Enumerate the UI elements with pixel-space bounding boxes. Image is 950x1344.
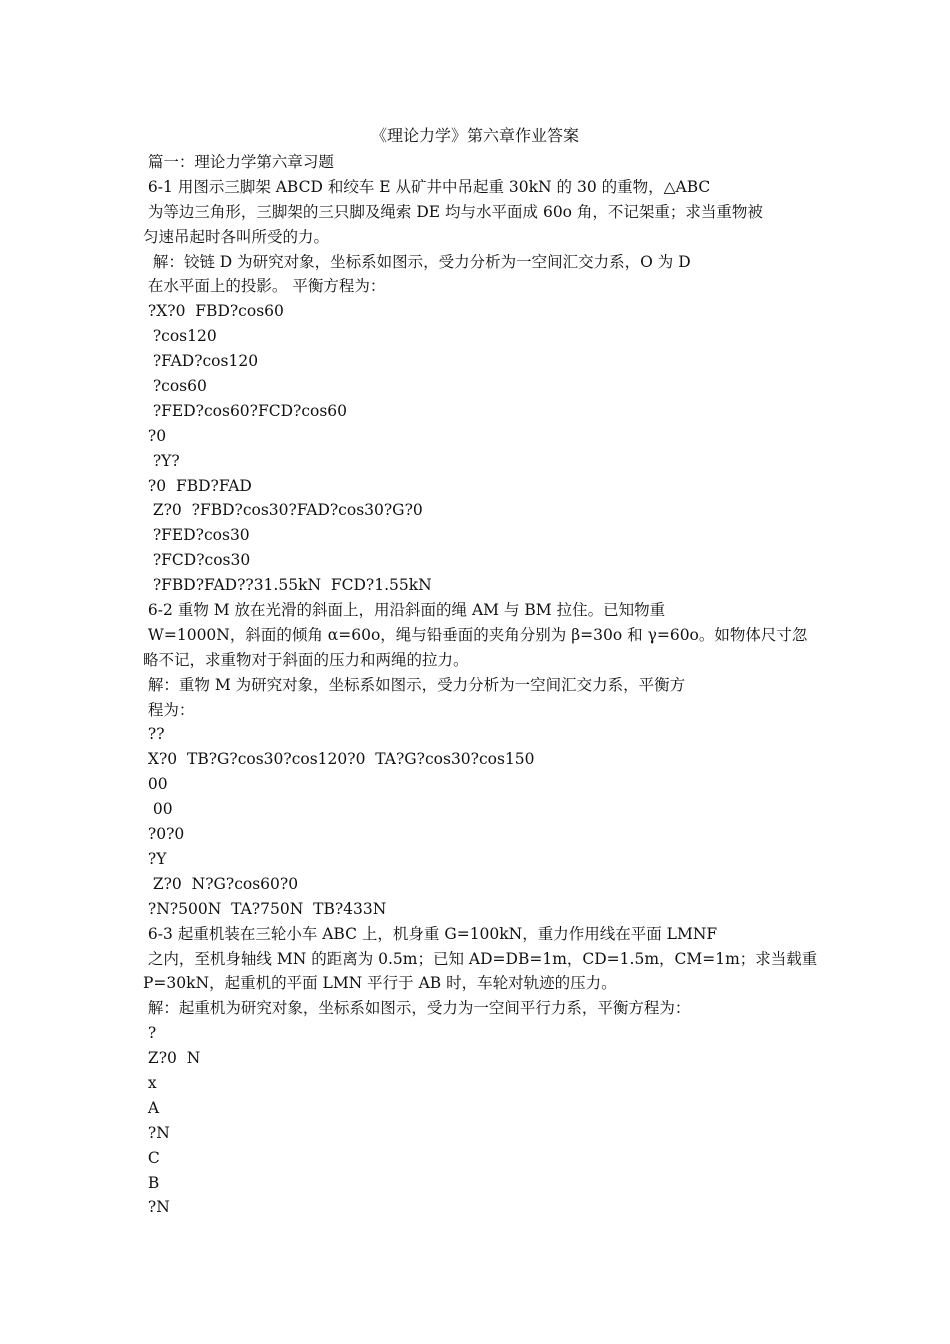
body-line: ?X?0 FBD?cos60 [143,302,284,321]
body-line: ?N?500N TA?750N TB?433N [143,899,387,918]
body-line: 解：铰链 D 为研究对象，坐标系如图示，受力分析为一空间汇交力系，O 为 D [143,252,691,271]
body-line: ?N [143,1123,170,1142]
body-line: ?FED?cos60?FCD?cos60 [143,401,348,420]
body-line: 6-3 起重机装在三轮小车 ABC 上，机身重 G=100kN，重力作用线在平面 LMNF [143,924,718,943]
body-line: 00 [143,800,173,819]
body-line: X?0 TB?G?cos30?cos120?0 TA?G?cos30?cos150 [143,750,535,769]
body-line: Z?0 N [143,1049,201,1068]
body-line: Z?0 ?FBD?cos30?FAD?cos30?G?0 [143,501,423,520]
body-line: ?FED?cos30 [143,526,250,545]
body-line: ?FAD?cos120 [143,352,259,371]
body-line: C [143,1148,160,1167]
body-line: x [143,1073,157,1092]
body-line: 解：起重机为研究对象，坐标系如图示，受力为一空间平行力系，平衡方程为： [143,999,691,1018]
body-line: 为等边三角形，三脚架的三只脚及绳索 DE 均与水平面成 60o 角，不记架重；求当重物被 [143,202,763,221]
body-line: B [143,1173,160,1192]
body-line: ?? [143,725,165,744]
body-line: 6-2 重物 M 放在光滑的斜面上，用沿斜面的绳 AM 与 BM 拉住。已知物重 [143,601,666,620]
body-line: 匀速吊起时各叫所受的力。 [143,227,330,246]
document-title: 《理论力学》第六章作业答案 [370,126,579,145]
body-line: ?0 FBD?FAD [143,476,252,495]
body-line: ?0 [143,426,167,445]
body-line: ?FBD?FAD??31.55kN FCD?1.55kN [143,576,432,595]
body-line: 在水平面上的投影。 平衡方程为： [143,277,386,296]
body-line: 篇一：理论力学第六章习题 [143,153,334,171]
body-line: A [143,1098,160,1117]
body-line: P=30kN，起重机的平面 LMN 平行于 AB 时，车轮对轨迹的压力。 [143,974,617,993]
body-line: ? [143,1024,157,1043]
body-line: 之内，至机身轴线 MN 的距离为 0.5m；已知 AD=DB=1m，CD=1.5m，CM=1m；求当载重 [143,949,818,968]
body-line: 00 [143,775,168,794]
body-line: ?FCD?cos30 [143,551,251,570]
body-line: 略不记，求重物对于斜面的压力和两绳的拉力。 [143,650,469,669]
body-line: Z?0 N?G?cos60?0 [143,874,299,893]
body-line: ?0?0 [143,825,185,844]
body-line: ?cos120 [143,327,217,346]
body-line: 程为： [143,700,195,719]
body-line: 解：重物 M 为研究对象，坐标系如图示，受力分析为一空间汇交力系，平衡方 [143,675,686,694]
body-line: ?N [143,1198,170,1217]
body-line: W=1000N，斜面的倾角 α=60o，绳与铅垂面的夹角分别为 β=30o 和 γ=60o。如物体尺寸忽 [143,625,808,644]
body-line: ?Y [143,849,167,868]
body-line: ?cos60 [143,377,207,396]
document-body [143,150,823,1220]
body-line: ?Y? [143,451,180,470]
body-line: 6-1 用图示三脚架 ABCD 和绞车 E 从矿井中吊起重 30kN 的 30 的重物，△ABC [143,177,711,196]
